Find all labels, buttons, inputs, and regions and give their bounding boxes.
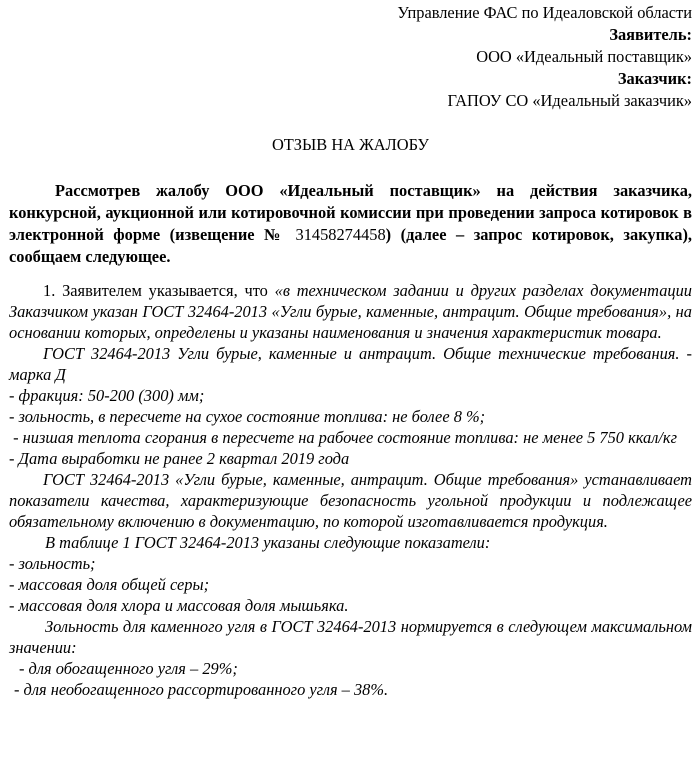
intro-paragraph bbox=[9, 180, 692, 268]
fraction-line: - фракция: 50-200 (300) мм; bbox=[9, 386, 205, 405]
indicator-sulfur: - массовая доля общей серы; bbox=[9, 575, 210, 594]
gost-line: ГОСТ 32464-2013 Угли бурые, каменные и антрацит. Общие технические требования. - марка Д bbox=[9, 344, 692, 384]
ash-norm-paragraph: Зольность для каменного угля в ГОСТ 32464-2013 нормируется в следующем максимальном значении: bbox=[9, 617, 692, 657]
p1-quote: «в техническом задании и других разделах документации Заказчиком указан ГОСТ 32464-2013 «Угли бурые, каменные, антрацит. Общие требования», на основании которых, определены и указаны наименования и значения характеристик товара. bbox=[9, 281, 692, 342]
paragraph-1 bbox=[9, 280, 692, 343]
gost-quality-paragraph: ГОСТ 32464-2013 «Угли бурые, каменные, антрацит. Общие требования» устанавливает показатели качества, характеризующие безопасность угольной продукции и подлежащее обязательному включению в документацию, по которой изготавливается продукция. bbox=[9, 470, 692, 531]
document-title: ОТЗЫВ НА ЖАЛОБУ bbox=[271, 135, 430, 154]
authority-line: Управление ФАС по Идеаловской области bbox=[397, 3, 692, 22]
unenriched-coal-line: - для необогащенного рассортированного угля – 38%. bbox=[14, 680, 389, 699]
customer-name: ГАПОУ СО «Идеальный заказчик» bbox=[447, 91, 692, 110]
indicator-ash: - зольность; bbox=[9, 554, 96, 573]
heat-line: - низшая теплота сгорания в пересчете на рабочее состояние топлива: не менее 5 750 ккал/кг bbox=[9, 428, 677, 447]
enriched-coal-line: - для обогащенного угля – 29%; bbox=[19, 659, 238, 678]
customer-label: Заказчик: bbox=[617, 69, 692, 88]
document-body bbox=[9, 280, 692, 700]
indicator-chlorine: - массовая доля хлора и массовая доля мышьяка. bbox=[9, 596, 349, 615]
notice-number: 31458274458 bbox=[295, 225, 386, 244]
intro-text-before: Рассмотрев жалобу ООО «Идеальный поставщик» на действия заказчика, конкурсной, аукционной или котировочной комиссии при проведении запроса котировок в электронной форме (извещение № bbox=[9, 181, 692, 244]
applicant-label: Заявитель: bbox=[609, 25, 692, 44]
addressee-block bbox=[9, 0, 692, 112]
table-intro-line: В таблице 1 ГОСТ 32464-2013 указаны следующие показатели: bbox=[45, 533, 491, 552]
p1-lead: 1. Заявителем указывается, что bbox=[43, 281, 275, 300]
date-line: - Дата выработки не ранее 2 квартал 2019 года bbox=[9, 449, 350, 468]
applicant-name: ООО «Идеальный поставщик» bbox=[476, 47, 692, 66]
ash-line: - зольность, в пересчете на сухое состояние топлива: не более 8 %; bbox=[9, 407, 486, 426]
intro-text-after: ) (далее – запрос котировок, закупка), сообщаем следующее. bbox=[9, 225, 692, 266]
